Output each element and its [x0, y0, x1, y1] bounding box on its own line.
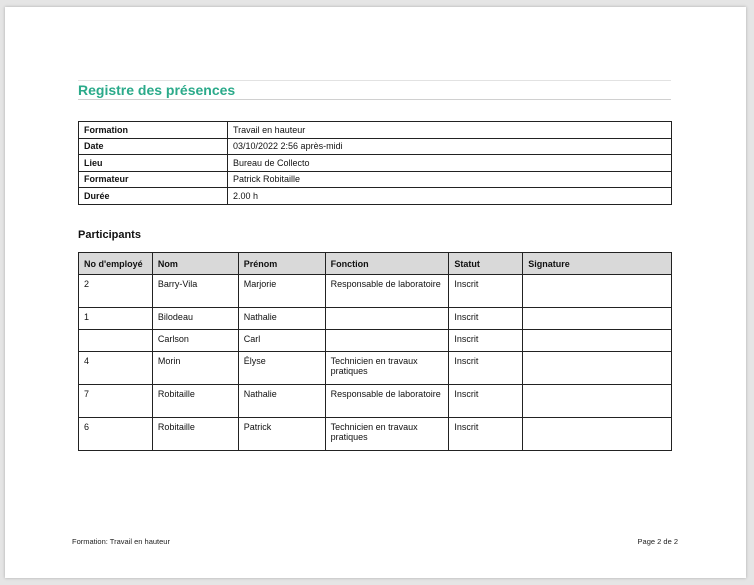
cell-prenom: Élyse [238, 352, 325, 385]
info-row [79, 188, 672, 205]
table-header-row [79, 253, 672, 275]
document-page [5, 7, 746, 578]
cell-nom: Robitaille [152, 385, 238, 418]
info-row [79, 138, 672, 155]
cell-no: 1 [79, 308, 153, 330]
info-value: Bureau de Collecto [228, 155, 672, 172]
cell-nom: Morin [152, 352, 238, 385]
cell-statut: Inscrit [449, 385, 523, 418]
cell-prenom: Patrick [238, 418, 325, 451]
table-row [79, 352, 672, 385]
cell-prenom: Carl [238, 330, 325, 352]
cell-signature [523, 275, 672, 308]
cell-no: 2 [79, 275, 153, 308]
info-row [79, 122, 672, 139]
cell-statut: Inscrit [449, 275, 523, 308]
cell-prenom: Nathalie [238, 308, 325, 330]
footer-left-text: Formation: Travail en hauteur [72, 537, 170, 546]
table-row [79, 418, 672, 451]
cell-statut: Inscrit [449, 330, 523, 352]
participants-table [78, 252, 672, 451]
cell-no: 7 [79, 385, 153, 418]
info-table [78, 121, 672, 205]
cell-statut: Inscrit [449, 352, 523, 385]
cell-nom: Bilodeau [152, 308, 238, 330]
cell-statut: Inscrit [449, 308, 523, 330]
cell-prenom: Nathalie [238, 385, 325, 418]
column-header: Fonction [325, 253, 449, 275]
cell-fonction: Responsable de laboratoire [325, 385, 449, 418]
table-row [79, 330, 672, 352]
column-header: Statut [449, 253, 523, 275]
info-label: Lieu [79, 155, 228, 172]
participants-heading: Participants [78, 229, 141, 241]
cell-signature [523, 308, 672, 330]
info-label: Durée [79, 188, 228, 205]
info-row [79, 155, 672, 172]
cell-no: 6 [79, 418, 153, 451]
cell-no: 4 [79, 352, 153, 385]
info-label: Formation [79, 122, 228, 139]
cell-fonction: Technicien en travaux pratiques [325, 352, 449, 385]
table-row [79, 385, 672, 418]
table-row [79, 308, 672, 330]
cell-statut: Inscrit [449, 418, 523, 451]
cell-signature [523, 418, 672, 451]
title-block [78, 80, 671, 100]
cell-prenom: Marjorie [238, 275, 325, 308]
column-header: Prénom [238, 253, 325, 275]
cell-fonction [325, 330, 449, 352]
info-value: 03/10/2022 2:56 après-midi [228, 138, 672, 155]
cell-nom: Robitaille [152, 418, 238, 451]
column-header: No d'employé [79, 253, 153, 275]
info-value: Travail en hauteur [228, 122, 672, 139]
cell-no [79, 330, 153, 352]
table-row [79, 275, 672, 308]
cell-signature [523, 330, 672, 352]
info-row [79, 171, 672, 188]
cell-fonction: Responsable de laboratoire [325, 275, 449, 308]
cell-signature [523, 352, 672, 385]
cell-nom: Carlson [152, 330, 238, 352]
info-label: Formateur [79, 171, 228, 188]
cell-fonction [325, 308, 449, 330]
cell-fonction: Technicien en travaux pratiques [325, 418, 449, 451]
info-value: 2.00 h [228, 188, 672, 205]
page-title: Registre des présences [78, 82, 236, 98]
cell-signature [523, 385, 672, 418]
info-value: Patrick Robitaille [228, 171, 672, 188]
column-header: Signature [523, 253, 672, 275]
page-number: Page 2 de 2 [637, 537, 678, 546]
info-label: Date [79, 138, 228, 155]
cell-nom: Barry-Vila [152, 275, 238, 308]
column-header: Nom [152, 253, 238, 275]
